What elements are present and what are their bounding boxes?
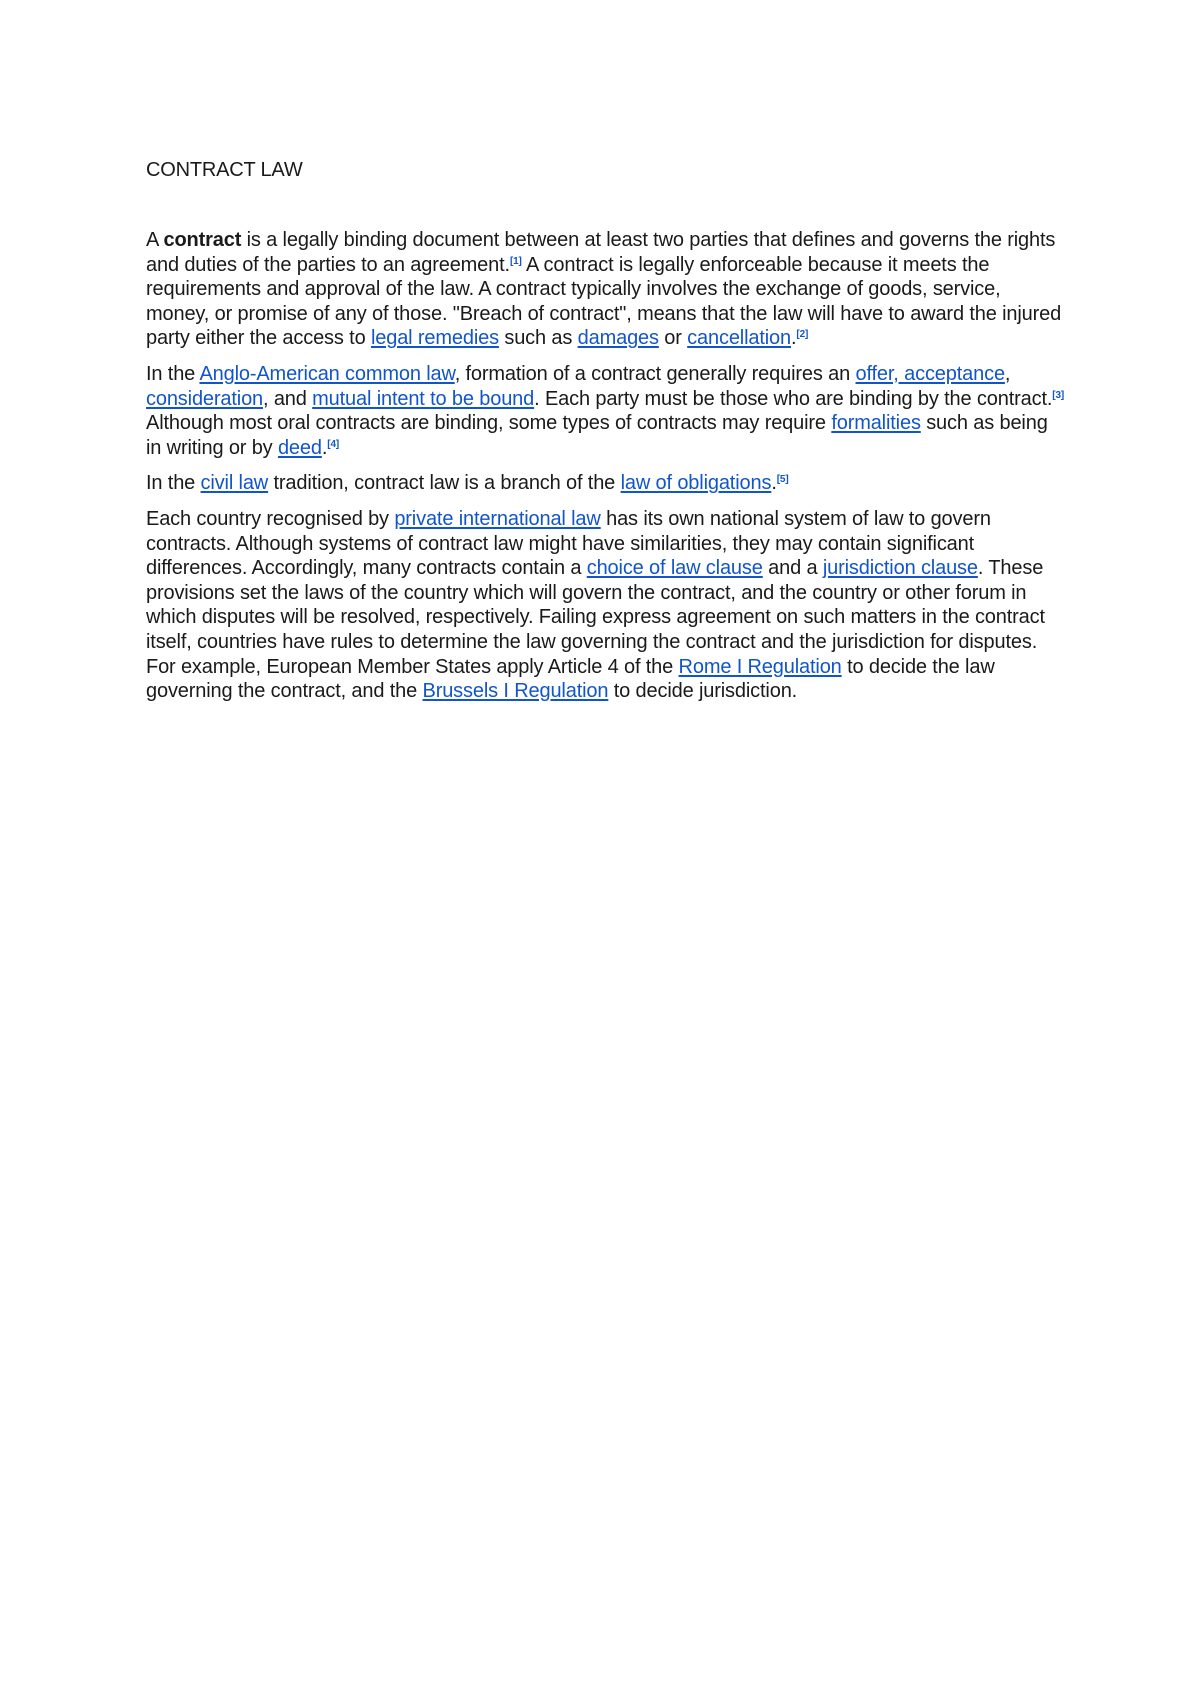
paragraph-definition — [146, 228, 1066, 351]
link-mutual-intent[interactable]: mutual intent to be bound — [312, 387, 535, 410]
citation-ref-2[interactable]: [2] — [796, 329, 809, 341]
link-damages[interactable]: damages — [577, 327, 659, 350]
citation-ref-1[interactable]: [1] — [509, 255, 522, 267]
text-run: A contract is legally enforceable because it meets the requirements and approval of the law. A contract typically involves the exchange of goods, service, money, or promise of any of those. "Breach of contract", means that the law will have to award the injured party either the access to — [146, 253, 1062, 350]
text-run: and a — [762, 557, 823, 580]
link-offer-acceptance[interactable]: offer, acceptance — [855, 362, 1005, 385]
link-deed[interactable]: deed — [277, 436, 322, 459]
link-formalities[interactable]: formalities — [831, 412, 921, 435]
document-page — [146, 158, 1066, 715]
link-consideration[interactable]: consideration — [146, 387, 264, 410]
link-civil-law[interactable]: civil law — [200, 472, 269, 495]
link-law-of-obligations[interactable]: law of obligations — [620, 472, 772, 495]
text-run: is a legally binding document between at least two parties that defines and governs the rights and duties of the parties to an agreement. — [146, 229, 1056, 276]
citation-ref-5[interactable]: [5] — [776, 474, 789, 486]
link-legal-remedies[interactable]: legal remedies — [370, 327, 499, 350]
text-run: or — [658, 327, 688, 350]
text-run: to decide jurisdiction. — [608, 680, 798, 703]
text-run: . — [321, 436, 328, 459]
document-title: CONTRACT LAW — [146, 159, 303, 181]
text-run: Each country recognised by — [146, 507, 395, 530]
link-brussels-i-regulation[interactable]: Brussels I Regulation — [422, 680, 609, 703]
text-run: . These provisions set the laws of the country which will govern the contract, and the country or other forum in which disputes will be resolved, respectively. Failing express agreement on such matters in the contract itself, countries have rules to determine the law governing the contract and the jurisdiction for disputes. For example, European Member States apply Article 4 of the — [146, 557, 1045, 678]
text-run: , formation of a contract generally requires an — [454, 362, 856, 385]
text-run: tradition, contract law is a branch of the — [268, 472, 621, 495]
link-private-international-law[interactable]: private international law — [394, 507, 601, 530]
text-run: . Each party must be those who are binding by the contract. — [534, 387, 1053, 410]
link-jurisdiction-clause[interactable]: jurisdiction clause — [822, 557, 978, 580]
link-choice-of-law-clause[interactable]: choice of law clause — [586, 557, 763, 580]
text-run: . — [791, 327, 797, 350]
text-run: , — [1004, 362, 1011, 385]
text-run: Although most oral contracts are binding, some types of contracts may require — [146, 412, 832, 435]
text-run: A — [146, 229, 164, 251]
text-run: . — [771, 472, 777, 495]
citation-ref-3[interactable]: [3] — [1052, 389, 1065, 401]
citation-ref-4[interactable]: [4] — [327, 438, 340, 450]
link-anglo-american-common-law[interactable]: Anglo-American common law — [199, 362, 455, 385]
text-run: In the — [146, 472, 201, 495]
paragraph-formation — [146, 362, 1066, 460]
bold-term-contract: contract — [163, 229, 242, 251]
link-cancellation[interactable]: cancellation — [687, 327, 791, 350]
text-run: such as — [498, 327, 578, 350]
link-rome-i-regulation[interactable]: Rome I Regulation — [678, 655, 842, 678]
paragraph-international — [146, 507, 1066, 704]
paragraph-civil-law — [146, 471, 1066, 496]
text-run: has its own national system of law to govern contracts. Although systems of contract law might have similarities, they may contain significant differences. Accordingly, many contracts contain a — [146, 507, 991, 580]
text-run: In the — [146, 362, 200, 385]
text-run: , and — [263, 387, 313, 410]
text-run: such as being in writing or by — [146, 412, 1048, 459]
text-run: to decide the law governing the contract, and the — [146, 655, 995, 703]
